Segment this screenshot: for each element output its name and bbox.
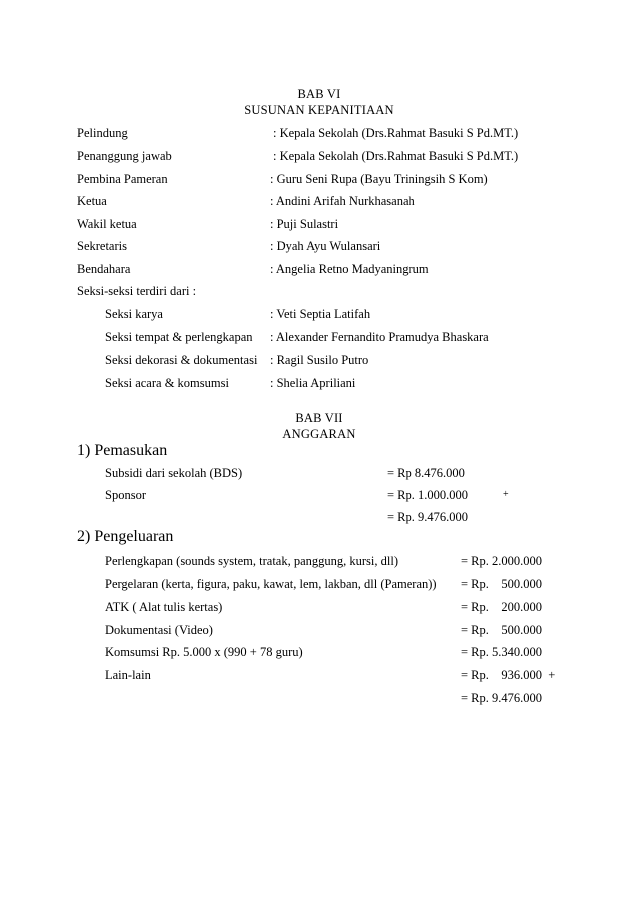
budget-label: Pergelaran (kerta, figura, paku, kawat, lem, lakban, dll (Pameran)) [105,577,437,591]
bab6-title: BAB VI [297,87,341,101]
seksi-member: : Shelia Apriliani [270,376,356,390]
budget-label: Sponsor [105,488,146,502]
bab7-title: BAB VII [295,411,343,425]
committee-member: : Guru Seni Rupa (Bayu Triningsih S Kom) [270,172,488,186]
seksi-name: Seksi karya [105,307,163,321]
budget-amount: = Rp. 5.340.000 [461,645,543,659]
budget-label: Komsumsi Rp. 5.000 x (990 + 78 guru) [105,645,303,659]
committee-member: : Puji Sulastri [270,217,339,231]
budget-amount: = Rp 8.476.000 [387,466,465,480]
budget-amount: = Rp. 200.000 [461,600,543,614]
budget-amount: = Rp. 2.000.000 [461,554,543,568]
committee-member: : Dyah Ayu Wulansari [270,239,381,253]
committee-role: Sekretaris [77,239,127,253]
budget-amount: = Rp. 500.000 [461,577,543,591]
bab7-subtitle: ANGGARAN [282,427,356,441]
committee-role: Pembina Pameran [77,172,168,186]
seksi-member: : Ragil Susilo Putro [270,353,369,367]
budget-label: Dokumentasi (Video) [105,623,213,637]
committee-role: Bendahara [77,262,131,276]
committee-role: Penanggung jawab [77,149,172,163]
seksi-member: : Alexander Fernandito Pramudya Bhaskara [270,330,489,344]
budget-label: Lain-lain [105,668,151,682]
budget-amount: = Rp. 936.000 + [461,668,556,682]
budget-amount: = Rp. 1.000.000 [387,488,469,502]
seksi-name: Seksi dekorasi & dokumentasi [105,353,258,367]
committee-member: : Kepala Sekolah (Drs.Rahmat Basuki S Pd.MT.) [273,149,519,163]
pemasukan-total: = Rp. 9.476.000 [387,510,469,524]
budget-label: Perlengkapan (sounds system, tratak, panggung, kursi, dll) [105,554,399,568]
committee-member: : Andini Arifah Nurkhasanah [270,194,415,208]
seksi-name: Seksi acara & komsumsi [105,376,229,390]
pengeluaran-heading: 2) Pengeluaran [77,528,174,545]
seksi-heading: Seksi-seksi terdiri dari : [77,284,197,298]
sum-plus-sign: + [503,489,509,500]
budget-label: Subsidi dari sekolah (BDS) [105,466,243,480]
committee-role: Ketua [77,194,107,208]
pengeluaran-total: = Rp. 9.476.000 [461,691,543,705]
bab6-subtitle: SUSUNAN KEPANITIAAN [244,103,394,117]
seksi-name: Seksi tempat & perlengkapan [105,330,253,344]
seksi-member: : Veti Septia Latifah [270,307,371,321]
committee-member: : Kepala Sekolah (Drs.Rahmat Basuki S Pd.MT.) [273,126,519,140]
budget-amount: = Rp. 500.000 [461,623,543,637]
committee-role: Pelindung [77,126,128,140]
budget-label: ATK ( Alat tulis kertas) [105,600,223,614]
committee-role: Wakil ketua [77,217,137,231]
pemasukan-heading: 1) Pemasukan [77,442,168,459]
committee-member: : Angelia Retno Madyaningrum [270,262,429,276]
